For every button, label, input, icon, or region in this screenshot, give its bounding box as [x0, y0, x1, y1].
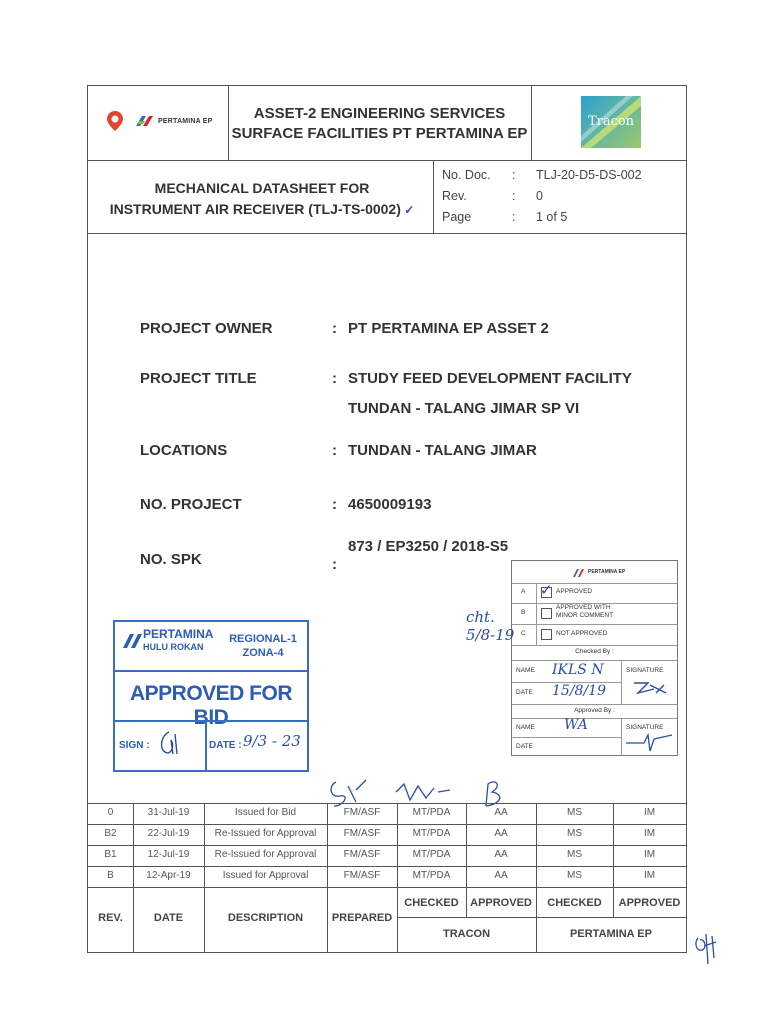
revision-table — [88, 803, 686, 952]
no-project-label: NO. PROJECT — [140, 496, 242, 513]
approved-name-handwritten: WA — [564, 717, 588, 733]
approved-by-label: Approved By : — [574, 707, 615, 714]
company-title-line1: ASSET-2 ENGINEERING SERVICES — [253, 105, 506, 122]
tracon-logo-text: Tracon — [587, 114, 635, 129]
no-spk-value: 873 / EP3250 / 2018-S5 — [348, 538, 509, 555]
checked-signature — [630, 679, 670, 697]
header-tracon: TRACON — [442, 928, 491, 940]
table-row: B1 12-Jul-19 Re-Issued for Approval FM/ASF MT/PDA AA MS IM — [104, 849, 656, 860]
minor-comment-checkbox[interactable] — [541, 608, 552, 619]
checked-date-handwritten: 15/8/19 — [552, 683, 606, 699]
margin-note-handwritten: cht. 5/8-19 — [466, 608, 515, 644]
document-frame — [87, 85, 687, 953]
pertamina-arrow-icon — [134, 114, 156, 128]
project-title-label: PROJECT TITLE — [140, 370, 257, 387]
approved-name-label: NAME — [516, 724, 535, 731]
document-title-line1: MECHANICAL DATASHEET FOR — [154, 180, 370, 196]
header-checked-pep: CHECKED — [547, 897, 602, 909]
project-owner-value: PT PERTAMINA EP ASSET 2 — [348, 320, 549, 337]
pertamina-mark-icon — [104, 110, 126, 134]
checked-name-handwritten: IKLS N — [552, 662, 604, 678]
project-title-value-line2: TUNDAN - TALANG JIMAR SP VI — [348, 400, 580, 417]
locations-label: LOCATIONS — [140, 442, 228, 459]
header-date: DATE — [153, 912, 184, 924]
table-row: B 12-Apr-19 Issued for Approval FM/ASF MT/PDA AA MS IM — [107, 870, 656, 881]
project-fields: PROJECT OWNER : PT PERTAMINA EP ASSET 2 PROJECT TITLE : STUDY FEED DEVELOPMENT FACILITY TUNDAN - TALANG JIMAR SP VI LOCATIONS : TUNDAN - TALANG JIMAR NO. PROJECT : 4650009193 NO. SPK : 873 / EP3250 / 2018-S5 — [140, 320, 632, 573]
header-pertamina-ep: PERTAMINA EP — [570, 928, 652, 940]
header-rev: REV. — [98, 912, 123, 924]
checked-by-label: Checked By : — [575, 648, 614, 655]
no-project-value: 4650009193 — [348, 496, 432, 513]
approved-signature-label: SIGNATURE — [626, 724, 664, 731]
no-doc-label: No. Doc. — [442, 168, 491, 182]
stamp-main-text: APPROVED FOR BID — [129, 682, 293, 729]
approved-signature — [624, 731, 674, 753]
divider — [433, 160, 434, 233]
project-owner-label: PROJECT OWNER — [140, 320, 273, 337]
divider — [88, 160, 686, 161]
approval-box — [511, 560, 678, 756]
rev-value: 0 — [536, 189, 543, 203]
tracon-logo — [581, 96, 641, 148]
checkmark-icon: ✓ — [540, 582, 553, 599]
pertamina-logo — [104, 108, 224, 138]
pertamina-logo-text: PERTAMINA EP — [158, 118, 213, 125]
page-initials — [692, 928, 722, 968]
company-title-line2: SURFACE FACILITIES PT PERTAMINA EP — [231, 125, 528, 142]
stamp-date-label: DATE : — [209, 740, 242, 751]
checked-date-label: DATE — [516, 689, 533, 696]
document-info: No. Doc. : TLJ-20-D5-DS-002 Rev. : 0 Page : 1 of 5 — [442, 165, 682, 228]
approval-logo — [512, 565, 677, 583]
header-approved-tracon: APPROVED — [470, 897, 532, 909]
header-approved-pep: APPROVED — [618, 897, 681, 909]
pertamina-arrow-icon — [572, 568, 586, 578]
page-label: Page — [442, 210, 472, 224]
checked-signature-label: SIGNATURE — [626, 667, 664, 674]
stamp-sign-label: SIGN : — [119, 740, 150, 751]
rev-label: Rev. — [442, 189, 467, 203]
stamp-brand: PERTAMINA HULU ROKAN — [143, 627, 214, 652]
approved-for-bid-stamp — [113, 620, 309, 772]
table-row: 0 31-Jul-19 Issued for Bid FM/ASF MT/PDA AA MS IM — [107, 807, 656, 818]
page-value: 1 of 5 — [536, 210, 568, 224]
pertamina-arrow-icon — [121, 632, 143, 650]
approval-option-a: A ✓ APPROVED — [521, 582, 593, 599]
divider — [531, 86, 532, 160]
project-title-value-line1: STUDY FEED DEVELOPMENT FACILITY — [348, 370, 632, 387]
document-title — [96, 178, 428, 221]
no-doc-value: TLJ-20-D5-DS-002 — [536, 168, 642, 182]
not-approved-checkbox[interactable] — [541, 629, 552, 640]
stamp-region: REGIONAL-1 ZONA-4 — [229, 633, 297, 659]
header-prepared: PREPARED — [331, 912, 393, 924]
company-title — [228, 104, 531, 144]
approved-date-label: DATE — [516, 743, 533, 750]
locations-value: TUNDAN - TALANG JIMAR — [348, 442, 537, 459]
header-checked-tracon: CHECKED — [404, 897, 459, 909]
approval-option-c: C NOT APPROVED — [512, 624, 677, 645]
approval-option-b: B APPROVED WITH MINOR COMMENT — [521, 604, 614, 619]
stamp-date-handwritten: 9/3 - 23 — [243, 732, 301, 750]
header-description: DESCRIPTION — [227, 912, 304, 924]
stamp-signature — [153, 728, 183, 758]
checked-name-label: NAME — [516, 667, 535, 674]
checkmark-icon: ✓ — [400, 203, 415, 217]
approval-logo-text: PERTAMINA EP — [588, 569, 626, 575]
no-spk-label: NO. SPK — [140, 551, 202, 568]
document-title-line2: INSTRUMENT AIR RECEIVER (TLJ-TS-0002) ✓ — [109, 201, 415, 217]
table-row: B2 22-Jul-19 Re-Issued for Approval FM/ASF MT/PDA AA MS IM — [104, 828, 656, 839]
divider — [88, 233, 686, 234]
